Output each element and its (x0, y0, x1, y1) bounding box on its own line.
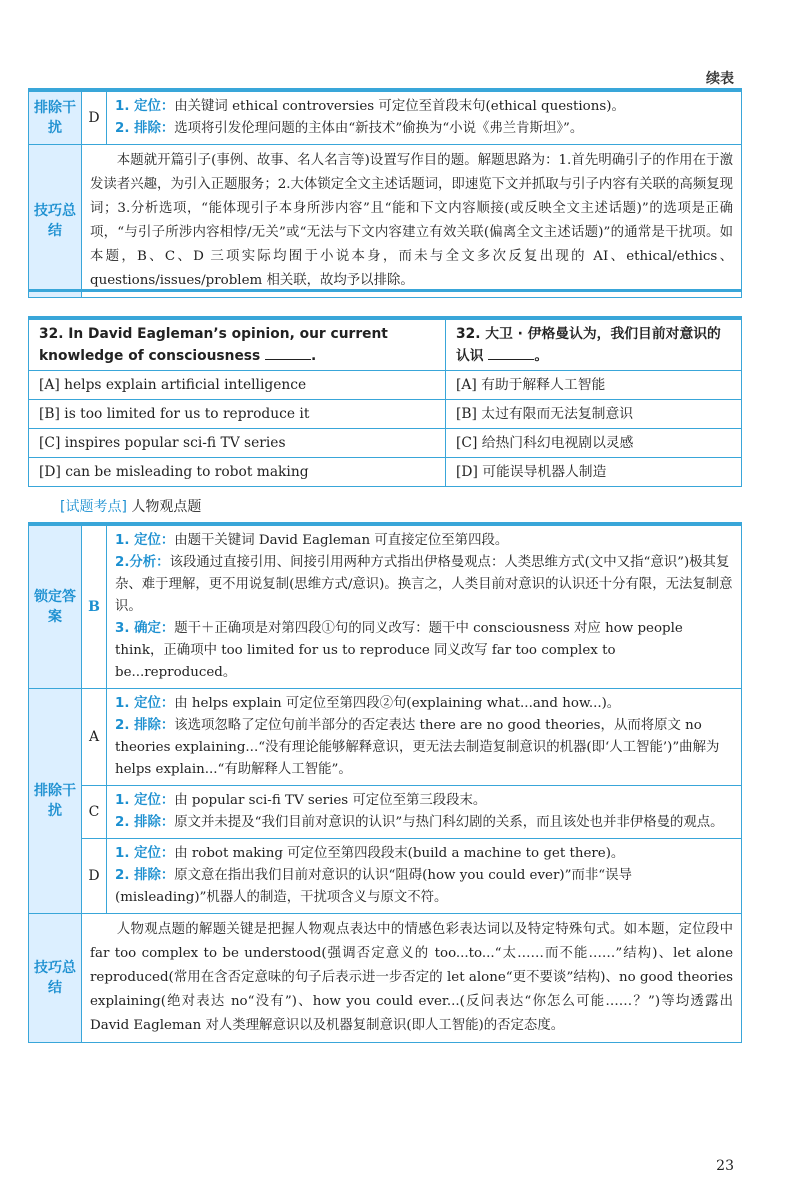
step-tag: 1. 定位： (115, 696, 175, 711)
step-tag: 2. 排除： (115, 121, 175, 136)
summary-text: 本题就开篇引子(事例、故事、名人名言等)设置写作目的题。解题思路为：1.首先明确引子的作用在于激发读者兴趣，为引入正题服务；2.大体锁定全文主述话题词，即速览下文并抓取与引子内容有关联的高频复现词；3.分析选项，“能体现引子本身所涉内容”且“能和下文内容顺接(或反映全文主述话题)”的选项是正确项，“与引子所涉内容相悖/无关”或“无法与下文内容建立有效关联(偏离全文主述话题)”的通常是干扰项。如本题，B、C、D 三项实际均囿于小说本身，而未与全文多次反复出现的 AI、ethical/ethics、questions/issues/problem 相关联，故均予以排除。 (82, 145, 742, 298)
answer-blank (488, 345, 534, 360)
option-analysis (107, 689, 742, 786)
summary-row (29, 914, 742, 1043)
step-text: 该段通过直接引用、间接引用两种方式指出伊格曼观点：人类思维方式(文中又指“意识”)极其复杂、难于理解，更不用说复制(思维方式/意识)。换言之，人类目前对意识的认识还十分有限，无法复制意识。 (115, 555, 733, 614)
step-text: 题干＋正确项是对第四段①句的同义改写：题干中 consciousness 对应 how people think，正确项中 too limited for us to reproduce 同义改写 far too complex to be...reproduced。 (115, 621, 683, 680)
question-stem-cn: 32. 大卫 · 伊格曼认为，我们目前对意识的认识 。 (446, 320, 742, 371)
step-tag: 3. 确定： (115, 621, 175, 636)
option-letter: D (82, 92, 107, 145)
step-tag: 1. 定位： (115, 99, 175, 114)
step-text: 由 robot making 可定位至第四段段末(build a machine to get there)。 (174, 846, 625, 861)
step-text: 原文意在指出我们目前对意识的认识“阻碍(how you could ever)”而非“误导(misleading)”机器人的制造，干扰项含义与原文不符。 (115, 868, 632, 905)
option-en: [A] helps explain artificial intelligence (29, 371, 446, 400)
option-letter: C (82, 786, 107, 839)
test-point-text: 人物观点题 (131, 499, 202, 515)
step-tag: 2. 排除： (115, 868, 175, 883)
answer-label: 锁定答案 (29, 526, 82, 689)
test-point-tag: [试题考点] (60, 499, 127, 515)
step-tag: 1. 定位： (115, 793, 175, 808)
question-stem-en: 32. In David Eagleman’s opinion, our current knowledge of consciousness . (29, 320, 446, 371)
option-cn: [D] 可能误导机器人制造 (446, 458, 742, 487)
option-row (29, 458, 742, 487)
step-text: 该选项忽略了定位句前半部分的否定表达 there are no good theories，从而将原文 no theories explaining...“没有理论能够解释意识，更无法去制造复制意识的机器(即‘人工智能’)”曲解为 helps explain...“有助解释人工智能”。 (115, 718, 720, 777)
step-tag: 2. 排除： (115, 815, 175, 830)
exclude-row (29, 92, 742, 145)
option-letter: D (82, 839, 107, 914)
exclude-row (29, 839, 742, 914)
exclude-row (29, 689, 742, 786)
option-row (29, 371, 742, 400)
summary-label: 技巧总结 (29, 145, 82, 298)
answer-row (29, 526, 742, 689)
answer-letter: B (82, 526, 107, 689)
option-cn: [A] 有助于解释人工智能 (446, 371, 742, 400)
step-text: 由 helps explain 可定位至第四段②句(explaining what...and how...)。 (174, 696, 621, 711)
continued-label: 续表 (706, 71, 734, 87)
step-tag: 2.分析： (115, 555, 170, 570)
step-tag: 1. 定位： (115, 846, 175, 861)
option-cn: [C] 给热门科幻电视剧以灵感 (446, 429, 742, 458)
exclude-label: 排除干扰 (29, 689, 82, 914)
step-text: 由题干关键词 David Eagleman 可直接定位至第四段。 (174, 533, 509, 548)
option-en: [D] can be misleading to robot making (29, 458, 446, 487)
exclude-label: 排除干扰 (29, 92, 82, 145)
answer-blank (265, 345, 311, 360)
option-row (29, 429, 742, 458)
option-analysis (107, 786, 742, 839)
option-en: [B] is too limited for us to reproduce it (29, 400, 446, 429)
page-number: 23 (716, 1158, 734, 1174)
step-text: 由关键词 ethical controversies 可定位至首段末句(ethical questions)。 (174, 99, 625, 114)
option-letter: A (82, 689, 107, 786)
step-text: 选项将引发伦理问题的主体由“新技术”偷换为“小说《弗兰肯斯坦》”。 (174, 121, 584, 136)
top-table-bottom-rule (28, 289, 742, 292)
option-row (29, 400, 742, 429)
summary-label: 技巧总结 (29, 914, 82, 1043)
step-text: 由 popular sci-fi TV series 可定位至第三段段末。 (174, 793, 487, 808)
exclude-row (29, 786, 742, 839)
summary-row (29, 145, 742, 298)
option-analysis (107, 839, 742, 914)
option-en: [C] inspires popular sci-fi TV series (29, 429, 446, 458)
step-tag: 2. 排除： (115, 718, 175, 733)
test-point (60, 496, 201, 516)
continued-table (28, 91, 742, 298)
option-cn: [B] 太过有限而无法复制意识 (446, 400, 742, 429)
question-table (28, 319, 742, 487)
answer-analysis (107, 526, 742, 689)
summary-text: 人物观点题的解题关键是把握人物观点表达中的情感色彩表达词以及特定特殊句式。如本题，定位段中 far too complex to be understood(强调否定意义的 too...to...“太……而不能……”结构)、let alone reproduced(常用在含否定意味的句子后表示进一步否定的 let alone“更不要谈”结构)、no good theories explaining(绝对表达 no“没有”)、how you could ever...(反问表达“你怎么可能……？”)等均透露出 David Eagleman 对人类理解意识以及机器复制意识(即人工智能)的否定态度。 (82, 914, 742, 1043)
analysis-table (28, 525, 742, 1043)
option-analysis (107, 92, 742, 145)
step-text: 原文并未提及“我们目前对意识的认识”与热门科幻剧的关系，而且该处也并非伊格曼的观点。 (174, 815, 724, 830)
step-tag: 1. 定位： (115, 533, 175, 548)
question-stem-row (29, 320, 742, 371)
